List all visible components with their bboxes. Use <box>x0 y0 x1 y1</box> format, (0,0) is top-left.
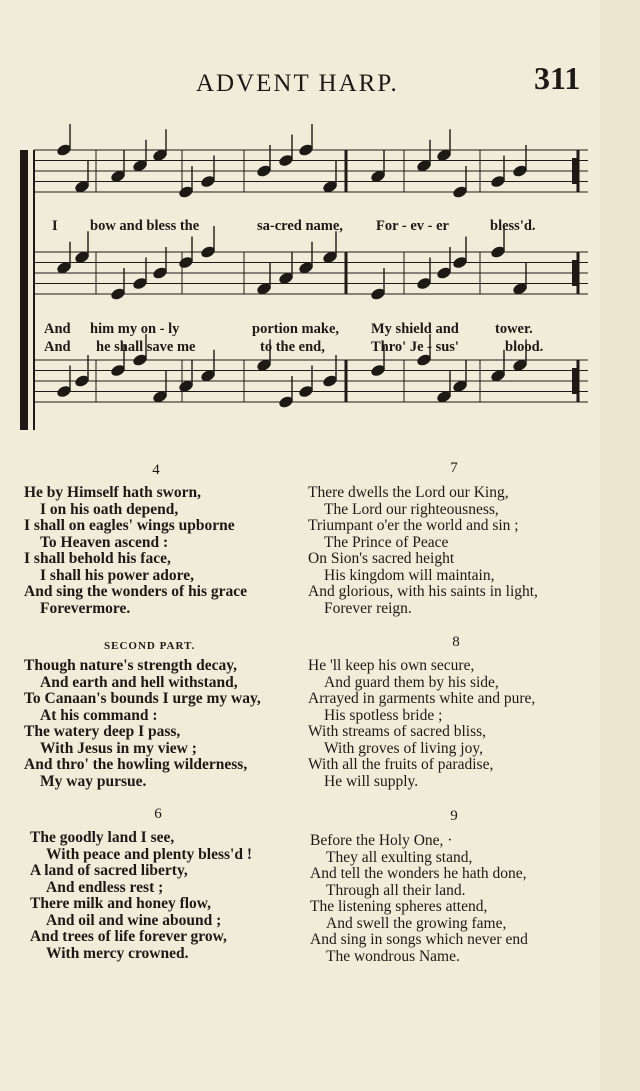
stanza-number: 8 <box>452 634 460 650</box>
verse-line: A land of sacred liberty, <box>30 862 188 879</box>
verse-line: With groves of living joy, <box>324 739 483 757</box>
system-brace <box>20 150 28 430</box>
stanza-8 <box>308 658 535 790</box>
verse-line: There milk and honey flow, <box>30 895 212 912</box>
stanza-9 <box>310 833 528 965</box>
verse-line: They all exulting stand, <box>326 848 473 866</box>
verse-line: To Heaven ascend : <box>40 533 169 551</box>
verse-line: And tell the wonders he hath done, <box>310 865 527 882</box>
stanza-7 <box>308 485 538 617</box>
verse-line: The listening spheres attend, <box>310 898 488 915</box>
section-heading: SECOND PART. <box>104 640 196 652</box>
verse-line: Before the Holy One, · <box>310 832 453 849</box>
verse-line: And sing in songs which never end <box>310 931 528 948</box>
end-mark <box>572 158 577 184</box>
lyric-word: tower. <box>495 321 533 337</box>
verse-line: There dwells the Lord our King, <box>308 484 509 501</box>
verse-line: On Sion's sacred height <box>308 550 455 567</box>
stanza-number: 6 <box>154 806 162 822</box>
verse-line: He 'll keep his own secure, <box>308 657 475 674</box>
verse-line: And glorious, with his saints in light, <box>308 583 538 600</box>
verse-line: I shall his power adore, <box>40 566 195 584</box>
stanza-number: 7 <box>450 460 458 476</box>
verse-line: With Jesus in my view ; <box>40 739 197 757</box>
verse-line: And thro' the howling wilderness, <box>24 756 248 773</box>
verse-line: Forevermore. <box>40 599 131 617</box>
stanza-4 <box>24 485 247 617</box>
verse-line: And earth and hell withstand, <box>40 673 238 691</box>
running-header: ADVENT HARP. <box>196 70 399 97</box>
verse-line: At his command : <box>40 706 158 724</box>
verse-line: With streams of sacred bliss, <box>308 723 487 740</box>
verse-line: The watery deep I pass, <box>24 723 181 740</box>
verse-line: To Canaan's bounds I urge my way, <box>24 690 261 707</box>
lyric-word: sa-cred name, <box>257 218 343 234</box>
end-mark <box>572 368 577 394</box>
verse-line: I on his oath depend, <box>40 500 179 518</box>
end-mark <box>572 260 577 286</box>
verse-line: My way pursue. <box>40 772 147 790</box>
stanza-second-part <box>24 658 261 790</box>
stanza-number: 9 <box>450 808 458 824</box>
verse-line: The Prince of Peace <box>324 533 449 551</box>
verse-line: Forever reign. <box>324 599 412 617</box>
verse-line: Through all their land. <box>326 881 466 899</box>
page-number: 311 <box>534 60 581 96</box>
verse-line: And guard them by his side, <box>324 673 499 691</box>
stanza-6 <box>30 830 252 962</box>
lyric-word: And <box>44 321 71 337</box>
verse-line: Arrayed in garments white and pure, <box>308 690 536 707</box>
lyric-word: him my on - ly <box>90 321 180 337</box>
verse-line: Though nature's strength decay, <box>24 657 238 674</box>
verse-line: The wondrous Name. <box>326 947 460 965</box>
verse-line: His spotless bride ; <box>324 706 443 724</box>
verse-line: With mercy crowned. <box>46 944 189 962</box>
verse-line: He by Himself hath sworn, <box>24 484 201 501</box>
verse-line: And trees of life forever grow, <box>30 928 227 945</box>
lyric-word: bow and bless the <box>90 218 200 234</box>
verse-line: The Lord our righteousness, <box>324 500 499 518</box>
lyric-word: And <box>44 339 71 355</box>
verse-line: With all the fruits of paradise, <box>308 756 494 773</box>
verse-line: I shall on eagles' wings upborne <box>24 517 235 534</box>
lyric-word: Thro' Je - sus' <box>371 339 459 355</box>
lyric-word: I <box>52 218 58 234</box>
lyric-word: bless'd. <box>490 218 536 234</box>
lyric-word: portion make, <box>252 321 339 337</box>
verse-line: He will supply. <box>324 772 419 790</box>
lyric-word: For - ev - er <box>376 218 449 234</box>
lyric-word: he shall save me <box>96 339 196 355</box>
stanza-number: 4 <box>152 462 160 478</box>
verse-line: And sing the wonders of his grace <box>24 583 248 600</box>
lyric-word: blood. <box>505 339 544 355</box>
verse-line: And endless rest ; <box>46 878 164 896</box>
verse-line: And oil and wine abound ; <box>46 911 222 929</box>
verse-line: The goodly land I see, <box>30 829 175 846</box>
lyric-word: My shield and <box>371 321 459 337</box>
verse-line: I shall behold his face, <box>24 550 171 567</box>
verse-line: His kingdom will maintain, <box>324 566 495 584</box>
verse-line: And swell the growing fame, <box>326 914 507 932</box>
lyric-word: to the end, <box>260 339 325 355</box>
verse-line: With peace and plenty bless'd ! <box>46 845 252 863</box>
verse-line: Triumpant o'er the world and sin ; <box>308 517 519 534</box>
